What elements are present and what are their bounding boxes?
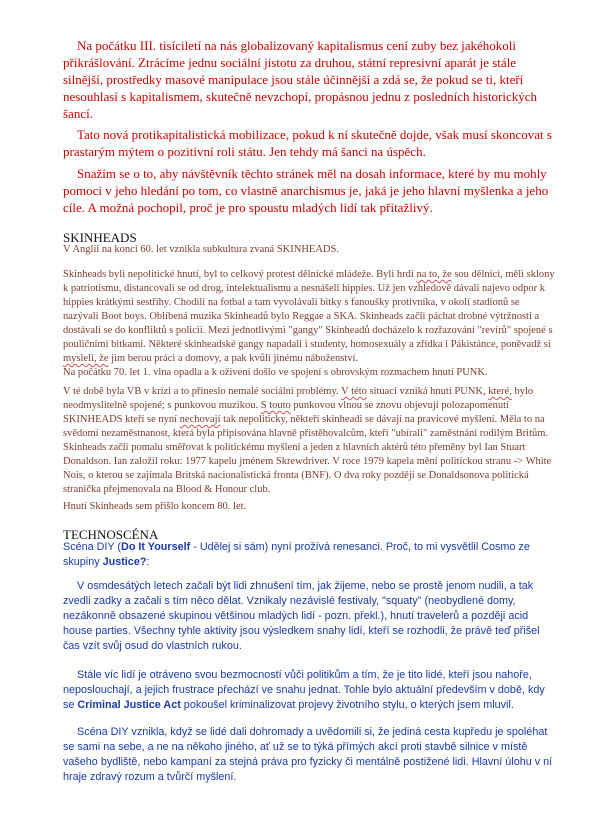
skinheads-heading: SKINHEADS — [63, 230, 137, 245]
techno-p2-text-a: Stále víc lidí je otráveno svou bezmocností vůči politikům a tím, že je tito lidé, kteří jsou nahoře, neposlouchají, a jejich frustrace přechází ve snahu jednat. Tohle bylo aktuální především v době, kdy se — [63, 669, 545, 711]
techno-p2-text-b: pokoušel kriminalizovat projevy životního stylu, o kterých jsem mluvil. — [180, 699, 514, 711]
skinheads-p3-spellcheck-4: nechovají — [179, 414, 221, 425]
techno-sub-text-b: - Udělej si sám) nyní prožívá renesanci. Proč, to mi vysvětlil Cosmo ze skupiny — [63, 541, 530, 568]
skinheads-p3-text-d: punkovou vlnou se znovu objevují polozapomenutí SKINHEADS kteří se nyní — [63, 400, 509, 425]
skinheads-p3-text-e: tak nepoliticky, někteří skinheadi se dávají na pravicové myšlení. Měla to na svědomí nezaměstnanost, která byla připisována hlavně přistěhovalcům, kteří "ubírali" zaměstnání rodilým Britům. Skinheads začli pomalu směřovat k politickému myšlení a jeden z hlavních aktérů této přeměny byl Ian Stuart Donaldson. Ian založil roku: 1977 kapelu jménem Skrewdriver. V roce 1979 kapela mění politickou stranu -> White Nois, o kterou se zajímala Britská nacionalistická fronta (BNF). O dva roky později se Donaldsonova politická stranička přejmenovala na Blood & Honour club. — [63, 414, 552, 495]
skinheads-p1-text-b: sou dělníci, měli sklony k patriotismu, distancovali se od drog, intelektualismu a nesnášeli hippies. Už jen vzhledově dávali najevo odpor k hippies krátkými sestřihy. Chodili na fotbal a tam vyvolávali bitky s fanoušky protivníka, v okolí stadionů se nazývali Boot boys. Oblíbená muzika Skinheadů bylo Reggae a SKA. Skinheads začli páchat drobné výtržnosti a dostávali se do konfliktů s policií. Mezi jednotlivými "gangy" Skinheadů docházelo k rozřazování "revírů" spojené s pouličními bitkami. Některé skinheadské gangy napadali i studenty, homosexuály a zřídka i Pákistánce, poněvadž si — [63, 269, 555, 350]
skinheads-p3-spellcheck-3: S touto — [260, 400, 291, 411]
techno-paragraph-2 — [63, 668, 555, 713]
skinheads-p1-spellcheck-1: na to, že — [416, 269, 452, 280]
skinheads-p3-text-c: bylo neodmyslitelně spojené; s punkovou muzikou. — [63, 386, 534, 411]
skinheads-p1-text-a: Skinheads byli nepolitické hnutí, byl to celkový protest dělnické mládeže. Byli hrdi — [63, 269, 417, 280]
skinheads-p3-text-a: V té době byla VB v krizi a to přineslo nemalé sociální problémy. — [63, 386, 342, 397]
techno-heading: TECHNOSCÉNA — [63, 527, 159, 542]
techno-sub-bold-diy: Do It Yourself — [121, 541, 191, 553]
skinheads-p1-spellcheck-2: mysleli, že — [63, 353, 109, 364]
skinheads-paragraph-3 — [63, 385, 555, 497]
techno-paragraph-3: Scéna DIY vznikla, když se lidé dali dohromady a uvědomili si, že jediná cesta kupředu je spoléhat se sami na sebe, a ne na někoho jiného, ať už se to týká přímých akcí proti stavbě silnice v místě vašeho bydliště, nebo kampaní za stejná práva pro fyzicky či mentálně postižené lidi. Hlavní úlohu v ní hraje zdravý rozum a tvůrčí myšlení. — [63, 726, 553, 783]
skinheads-subtitle: V Anglii na konci 60. let vznikla subkultura zvaná SKINHEADS. — [63, 244, 339, 255]
skinheads-paragraph-1 — [63, 268, 555, 380]
techno-p2-bold: Criminal Justice Act — [77, 699, 181, 711]
techno-paragraph-1: V osmdesátých letech začali být lidi zhnušení tím, jak žijeme, nebo se prostě jenom nudili, a tak zvedli zadky a začali s tím něco dělat. Vznikaly nezávislé festivaly, "squaty" (neobydlené domy, nezákonně obsazené skupinou většinou mladých lidí - pozn. překl.), hnutí travelerů a později acid house parties. Všechny tyhle aktivity jsou výsledkem snahy lidí, kteří se rozhodli, že právě teď přišel čas vzít svůj osud do vlastních rukou. — [63, 580, 540, 652]
skinheads-p3-spellcheck-1: V této — [341, 386, 367, 397]
skinheads-paragraph-4: Hnutí Skinheads sem přišlo koncem 80. let. — [63, 501, 247, 512]
intro-paragraph-2: Tato nová protikapitalistická mobilizace, pokud k ní skutečně dojde, však musí skoncovat s prastarým mýtem o pozitivní roli státu. Jen tehdy má šanci na úspěch. — [63, 127, 552, 159]
techno-sub-text-c: : — [146, 556, 150, 568]
skinheads-p3-spellcheck-2: které, — [488, 386, 512, 397]
skinheads-p3-text-b: situaci vzniká hnutí PUNK, — [366, 386, 489, 397]
intro-paragraph-1: Na počátku III. tisíciletí na nás globalizovaný kapitalismus cení zuby bez jakéhokoli přikrášlování. Ztrácíme jednu sociální jistotu za druhou, státní represivní aparát je stále silnější, prostředky masové manipulace jsou stále účinnější a zdá se, že pokud se ti, kteří nesouhlasí s kapitalismem, skutečně nevzchopí, propásnou jednu z posledních historických šancí. — [63, 38, 538, 121]
techno-sub-bold-band: Justice? — [102, 556, 147, 568]
techno-sub-text-a: Scéna DIY ( — [63, 541, 122, 553]
intro-paragraph-3: Snažím se o to, aby návštěvník těchto stránek měl na dosah informace, které by mu mohly pomoci v jeho hledání po tom, co vlastně anarchismus je, jaká je jeho hlavní myšlenka a jeho cíle. A možná pochopil, proč je pro spoustu mladých lidí tak přitažlivý. — [63, 166, 549, 215]
skinheads-paragraph-2: Na počátku 70. let 1. vlna opadla a k oživení došlo ve spojení s obrovským rozmachem hnutí PUNK. — [63, 367, 488, 378]
techno-subtitle — [63, 540, 555, 570]
skinheads-p1-text-c: jim berou práci a domovy, a pak kvůli jinému náboženství. — [108, 353, 359, 364]
